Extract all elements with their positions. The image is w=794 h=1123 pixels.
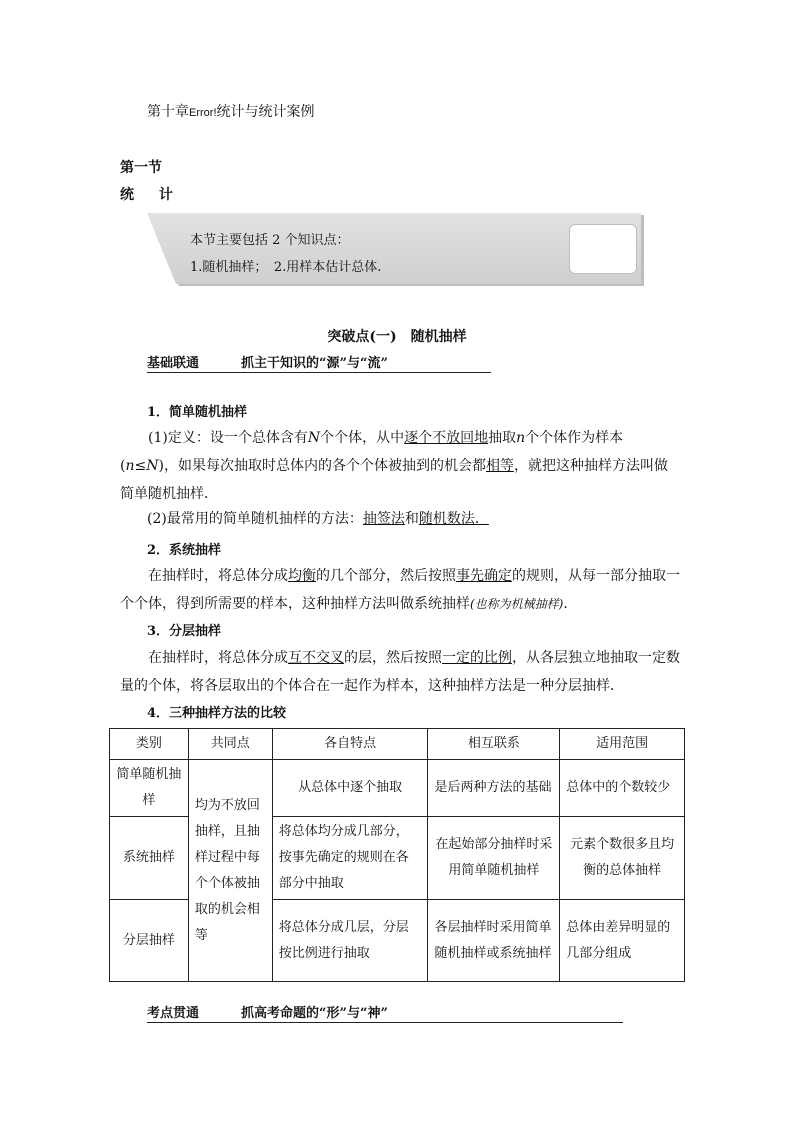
- link-cell: 在起始部分抽样时采用简单随机抽样: [428, 817, 560, 900]
- exam-link-label: 考点贯通: [147, 1006, 200, 1021]
- text: (2)最常用的简单随机抽样的方法：: [147, 511, 363, 527]
- banner-blank-box: [569, 224, 637, 274]
- feature-cell: 将总体均分成几部分，按事先确定的规则在各部分中抽取: [272, 817, 428, 900]
- header-cell: 共同点: [188, 729, 272, 760]
- banner-line-2: 1.随机抽样； 2.用样本估计总体.: [190, 260, 382, 275]
- text: 个个体，从中: [320, 430, 405, 446]
- text: 个个体作为样本(: [120, 430, 624, 474]
- underlined-answer: 抽签法: [362, 511, 405, 527]
- text: ，从各层独立地抽取一定数量的个体，将各层取出的个体合在一起作为样本，这种抽样方法是一种分层抽样．: [120, 650, 680, 694]
- item-2-heading: 2．系统抽样: [147, 543, 222, 558]
- basic-link-heading: [147, 352, 491, 373]
- banner-line-1: 本节主要包括 2 个知识点：: [190, 233, 350, 248]
- underlined-answer: 逐个不放回地: [404, 430, 489, 446]
- text: 在抽样时，将总体分成: [148, 568, 288, 584]
- section-title: 统 计: [120, 187, 183, 203]
- text: )，如果每次抽取时总体内的各个个体被抽到的机会都: [158, 458, 486, 474]
- breakthrough-title: 突破点(一) 随机抽样: [327, 329, 467, 345]
- table-header-row: [110, 729, 685, 760]
- exam-link-heading: [147, 1002, 623, 1023]
- header-cell: 各自特点: [272, 729, 428, 760]
- text: 的几个部分，然后按照: [316, 568, 456, 584]
- underlined-answer: 互不交叉: [288, 650, 344, 666]
- basic-link-text: 抓主干知识的“源”与“流”: [241, 356, 388, 371]
- aside-text: (也称为机械抽样): [470, 597, 564, 611]
- underlined-answer: 事先确定: [456, 568, 512, 584]
- exam-link-text: 抓高考命题的“形”与“神”: [241, 1006, 388, 1021]
- var-n: n: [125, 458, 135, 474]
- item-1-heading: 1．简单随机抽样: [147, 405, 248, 420]
- comparison-table: [109, 728, 685, 982]
- underlined-answer: 均衡: [288, 568, 316, 584]
- text: 的规则，从每一部分抽取一个个体，得到所需要的样本，这种抽样方法叫做系统抽样: [120, 568, 680, 612]
- header-cell: 类别: [110, 729, 189, 760]
- text: ≤: [134, 458, 147, 474]
- type-cell: 分层抽样: [110, 900, 189, 982]
- var-N: N: [146, 458, 159, 474]
- text: ，就把这种抽样方法叫做简单随机抽样．: [120, 458, 668, 502]
- feature-cell: 从总体中逐个抽取: [272, 760, 428, 817]
- table-row: [110, 760, 685, 817]
- item-1-definition: [120, 424, 680, 508]
- text: 抽取: [488, 430, 517, 446]
- scope-cell: 总体中的个数较少: [560, 760, 685, 817]
- header-cell: 相互联系: [428, 729, 560, 760]
- feature-cell: 将总体分成几层，分层按比例进行抽取: [272, 900, 428, 982]
- item-3-text: [120, 644, 680, 700]
- text: 和: [404, 511, 419, 527]
- text: 的层，然后按照: [344, 650, 442, 666]
- type-cell: 系统抽样: [110, 817, 189, 900]
- var-n: n: [516, 430, 526, 446]
- underlined-answer: 一定的比例: [442, 650, 512, 666]
- common-cell: 均为不放回抽样，且抽样过程中每个个体被抽取的机会相等: [188, 760, 272, 982]
- var-N: N: [307, 430, 321, 446]
- type-cell: 简单随机抽样: [110, 760, 189, 817]
- chapter-title: [147, 101, 315, 121]
- item-3-heading: 3．分层抽样: [147, 624, 222, 639]
- underlined-answer: 相等: [485, 458, 514, 474]
- item-1-methods: [147, 508, 489, 528]
- underlined-answer: 随机数法．: [418, 511, 489, 527]
- scope-cell: 元素个数很多且均衡的总体抽样: [560, 817, 685, 900]
- text: 在抽样时，将总体分成: [148, 650, 288, 666]
- header-cell: 适用范围: [560, 729, 685, 760]
- item-2-text: [120, 562, 680, 618]
- link-cell: 是后两种方法的基础: [428, 760, 560, 817]
- section-number: 第一节: [120, 160, 162, 176]
- text: ．: [563, 596, 578, 612]
- basic-link-label: 基础联通: [147, 356, 200, 371]
- scope-cell: 总体由差异明显的几部分组成: [560, 900, 685, 982]
- link-cell: 各层抽样时采用简单随机抽样或系统抽样: [428, 900, 560, 982]
- chapter-error-text: Error!: [189, 107, 217, 119]
- text: (1)定义：设一个总体含有: [148, 430, 308, 446]
- chapter-prefix: 第十章: [147, 104, 189, 120]
- chapter-suffix: 统计与统计案例: [216, 104, 315, 120]
- item-4-heading: 4．三种抽样方法的比较: [147, 706, 287, 721]
